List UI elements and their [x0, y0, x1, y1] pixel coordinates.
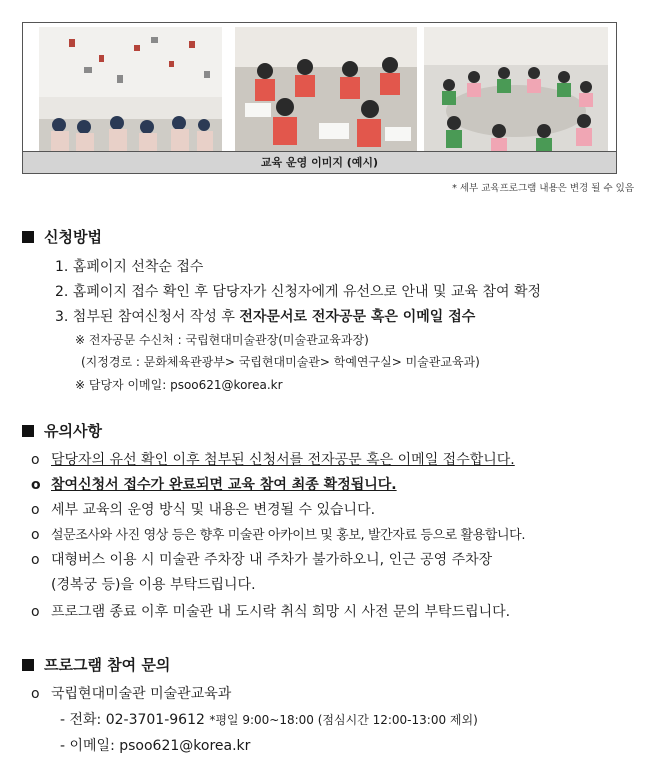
section-title-apply: 신청방법 [22, 226, 102, 247]
notes-item: o 설문조사와 사진 영상 등은 향후 미술관 아카이브 및 홍보, 발간자료 등으로 활용합니다. [31, 527, 526, 543]
photo-gallery-wall [39, 27, 222, 153]
circle-bullet-icon: o [31, 686, 40, 702]
circle-bullet-icon: o [31, 477, 41, 493]
contact-phone: - 전화: 02-3701-9612 *평일 9:00~18:00 (점심시간 12:00-13:00 제외) [60, 712, 478, 728]
section-title-contact: 프로그램 참여 문의 [22, 654, 170, 675]
photo-children-drawing [235, 27, 417, 153]
square-bullet-icon [22, 425, 34, 437]
notes-item: o 담당자의 유선 확인 이후 첨부된 신청서를 전자공문 혹은 이메일 접수합니다. [31, 452, 515, 468]
circle-bullet-icon: o [31, 452, 40, 468]
apply-receiver: ※ 전자공문 수신처 : 국립현대미술관장(미술관교육과장) [75, 333, 369, 347]
contact-hours: *평일 9:00~18:00 (점심시간 12:00-13:00 제외) [209, 713, 478, 727]
notes-item: o 세부 교육의 운영 방식 및 내용은 변경될 수 있습니다. [31, 502, 376, 518]
circle-bullet-icon: o [31, 502, 40, 518]
photo-caption: 교육 운영 이미지 (예시) [23, 151, 616, 173]
circle-bullet-icon: o [31, 527, 40, 543]
contact-email: - 이메일: psoo621@korea.kr [60, 738, 251, 754]
change-notice: * 세부 교육프로그램 내용은 변경 될 수 있음 [452, 183, 634, 194]
square-bullet-icon [22, 231, 34, 243]
photo-panel [22, 22, 617, 174]
circle-bullet-icon: o [31, 552, 40, 568]
apply-step-3: 3. 첨부된 참여신청서 작성 후 전자문서로 전자공문 혹은 이메일 접수 [55, 309, 476, 325]
notes-item: o 대형버스 이용 시 미술관 주차장 내 주차가 불가하오니, 인근 공영 주차장 [31, 552, 493, 568]
notes-item-continued: (경복궁 등)을 이용 부탁드립니다. [51, 577, 256, 593]
apply-route: (지정경로 : 문화체육관광부> 국립현대미술관> 학예연구실> 미술관교육과) [81, 355, 480, 369]
photo-circle-activity [424, 27, 608, 153]
apply-step-2: 2. 홈페이지 접수 확인 후 담당자가 신청자에게 유선으로 안내 및 교육 참여 확정 [55, 284, 542, 300]
apply-email: ※ 담당자 이메일: psoo621@korea.kr [75, 378, 283, 392]
section-title-notes: 유의사항 [22, 420, 102, 441]
apply-step-3-emphasis: 전자문서로 전자공문 혹은 이메일 접수 [239, 309, 476, 325]
notes-item: o 참여신청서 접수가 완료되면 교육 참여 최종 확정됩니다. [31, 477, 397, 493]
circle-bullet-icon: o [31, 604, 40, 620]
contact-org: o 국립현대미술관 미술관교육과 [31, 686, 232, 702]
apply-step-1: 1. 홈페이지 선착순 접수 [55, 259, 204, 275]
square-bullet-icon [22, 659, 34, 671]
notes-item: o 프로그램 종료 이후 미술관 내 도시락 취식 희망 시 사전 문의 부탁드립니다. [31, 604, 511, 620]
